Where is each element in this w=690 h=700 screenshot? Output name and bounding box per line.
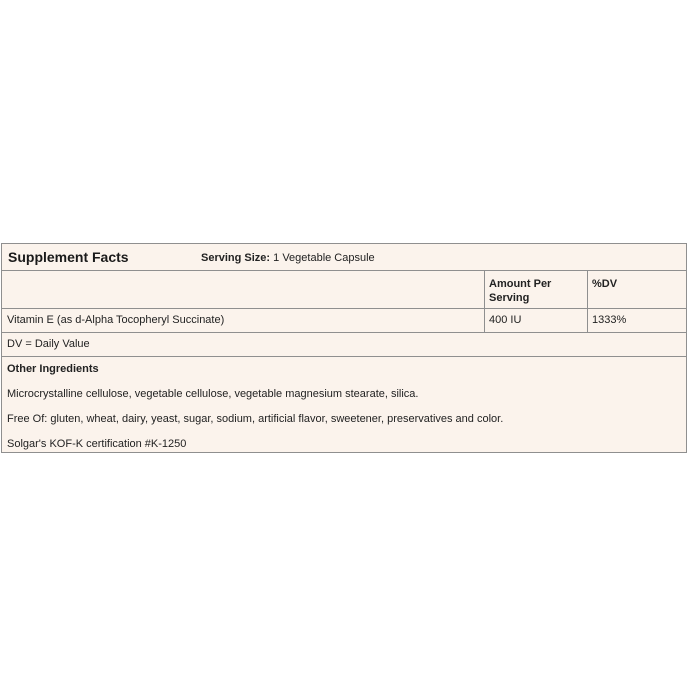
column-divider [587,271,588,308]
column-divider [484,309,485,332]
column-header-row [2,271,686,309]
free-of-text: Free Of: gluten, wheat, dairy, yeast, sugar, sodium, artificial flavor, sweetener, preservatives and color. [7,413,504,425]
nutrient-amount: 400 IU [489,314,522,326]
table-row [2,309,686,333]
serving-size-label: Serving Size: [201,252,271,264]
header-percent-dv: %DV [592,278,618,290]
nutrient-percent-dv: 1333% [592,314,627,326]
nutrient-name: Vitamin E (as d-Alpha Tocopheryl Succinate) [7,314,225,326]
title-row [2,244,686,271]
daily-value-note-row [2,333,686,357]
other-ingredients-title: Other Ingredients [7,363,99,375]
certification-text: Solgar's KOF-K certification #K-1250 [7,438,187,450]
ingredients-text: Microcrystalline cellulose, vegetable cellulose, vegetable magnesium stearate, silica. [7,388,419,400]
serving-size [201,252,375,264]
supplement-facts-panel [1,243,687,453]
column-divider [484,271,485,308]
daily-value-note: DV = Daily Value [7,338,90,350]
column-divider [587,309,588,332]
serving-size-value: 1 Vegetable Capsule [273,252,375,264]
header-amount-per-serving: Amount Per Serving [489,278,552,304]
panel-title: Supplement Facts [8,249,129,265]
other-ingredients-section [2,357,686,452]
